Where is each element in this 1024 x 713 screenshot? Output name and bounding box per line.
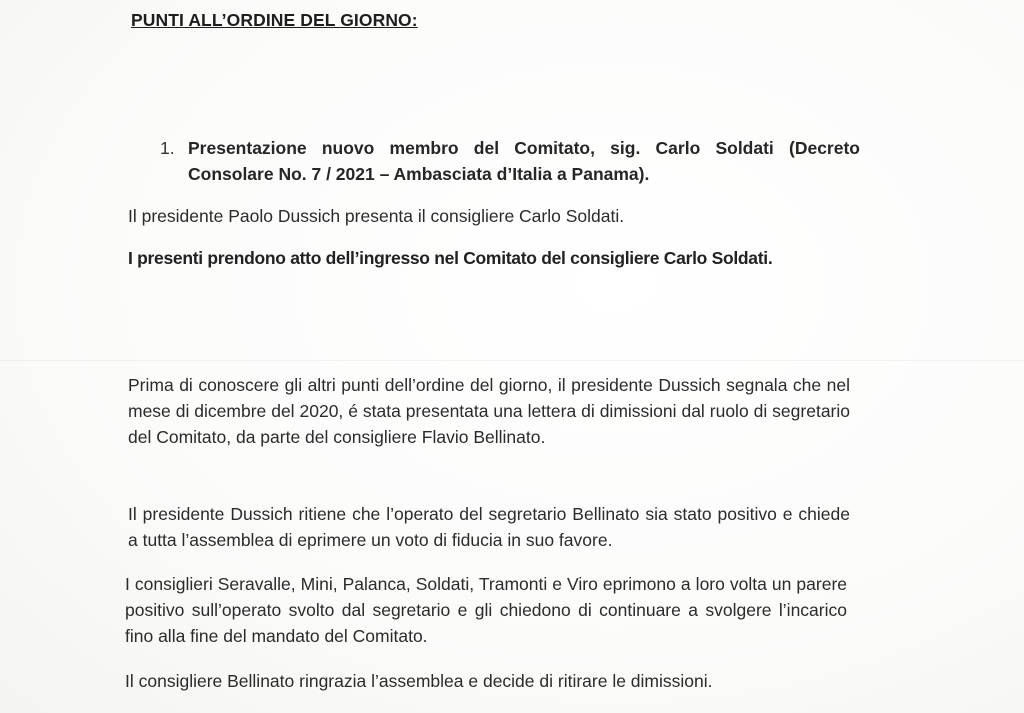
paragraph-vote-of-confidence: Il presidente Dussich ritiene che l’operato del segretario Bellinato sia stato positivo e chiede a tutta l’assemblea di eprimere un voto di fiducia in suo favore.: [128, 504, 850, 550]
page-fold-shadow: [0, 360, 1024, 361]
agenda-item-number: 1.: [160, 138, 175, 158]
paragraph-councillors-opinion: I consiglieri Seravalle, Mini, Palanca, Soldati, Tramonti e Viro eprimono a loro volta un parere positivo sull’operato svolto dal segretario e gli chiedono di continuare a svolgere l’incarico fino alla fine del mandato del Comitato.: [125, 574, 847, 646]
paragraph-presentation: Il presidente Paolo Dussich presenta il consigliere Carlo Soldati.: [128, 206, 625, 226]
paragraph-resignation-withdrawn: Il consigliere Bellinato ringrazia l’assemblea e decide di ritirare le dimissioni.: [125, 671, 713, 691]
agenda-item-text: Presentazione nuovo membro del Comitato, sig. Carlo Soldati (Decreto Consolare No. 7 / 2021 – Ambasciata d’Italia a Panama).: [188, 138, 860, 184]
paragraph-acknowledgement: I presenti prendono atto dell’ingresso nel Comitato del consigliere Carlo Soldati.: [128, 248, 773, 268]
paragraph-resignation-letter: Prima di conoscere gli altri punti dell’ordine del giorno, il presidente Dussich segnala che nel mese di dicembre del 2020, é stata presentata una lettera di dimissioni dal ruolo di segretario del Comitato, da parte del consigliere Flavio Bellinato.: [128, 375, 850, 447]
agenda-heading: PUNTI ALL’ORDINE DEL GIORNO:: [131, 10, 418, 30]
